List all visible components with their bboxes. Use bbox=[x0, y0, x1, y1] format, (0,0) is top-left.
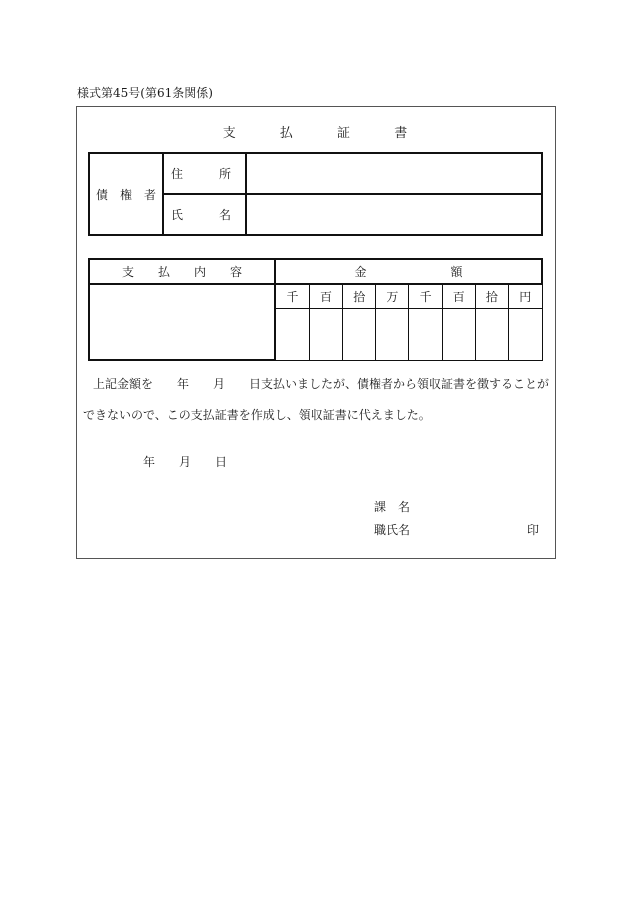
amount-digit-field[interactable] bbox=[309, 308, 342, 360]
address-field[interactable] bbox=[246, 153, 542, 194]
digit-label: 円 bbox=[509, 284, 543, 308]
seal-mark: 印 bbox=[527, 523, 540, 537]
amount-digit-field[interactable] bbox=[275, 308, 309, 360]
amount-digit-field[interactable] bbox=[475, 308, 508, 360]
amount-digit-field[interactable] bbox=[409, 308, 442, 360]
title-char: 証 bbox=[337, 126, 351, 141]
digit-label: 百 bbox=[309, 284, 342, 308]
digit-label: 千 bbox=[275, 284, 309, 308]
amount-digit-field[interactable] bbox=[442, 308, 475, 360]
payment-content-field[interactable] bbox=[89, 284, 275, 360]
name-label: 氏 名 bbox=[163, 194, 246, 235]
digit-label: 千 bbox=[409, 284, 442, 308]
amount-digit-field[interactable] bbox=[509, 308, 543, 360]
statement-line-1: 上記金額を 年 月 日支払いましたが、債権者から領収証書を徴することが bbox=[93, 377, 550, 391]
name-field[interactable] bbox=[246, 194, 542, 235]
creditor-label: 債 権 者 bbox=[89, 153, 163, 235]
digit-label: 万 bbox=[376, 284, 409, 308]
section-name-label: 課 名 bbox=[374, 500, 411, 514]
title-char: 払 bbox=[279, 126, 293, 141]
digit-label: 拾 bbox=[475, 284, 508, 308]
amount-header: 金 額 bbox=[275, 259, 542, 284]
title-char: 支 bbox=[222, 126, 236, 141]
form-number-label: 様式第45号(第61条関係) bbox=[77, 86, 213, 100]
digit-label: 拾 bbox=[343, 284, 376, 308]
statement-line-2: できないので、この支払証書を作成し、領収証書に代えました。 bbox=[83, 408, 431, 422]
title-char: 書 bbox=[394, 126, 408, 141]
payment-table bbox=[88, 258, 543, 361]
form-title bbox=[0, 122, 630, 141]
amount-digit-field[interactable] bbox=[376, 308, 409, 360]
creditor-table bbox=[88, 152, 543, 236]
title-name-label: 職氏名 bbox=[374, 523, 411, 537]
payment-content-header: 支 払 内 容 bbox=[89, 259, 275, 284]
date-line: 年 月 日 bbox=[143, 455, 228, 469]
amount-digit-field[interactable] bbox=[343, 308, 376, 360]
digit-label: 百 bbox=[442, 284, 475, 308]
address-label: 住 所 bbox=[163, 153, 246, 194]
